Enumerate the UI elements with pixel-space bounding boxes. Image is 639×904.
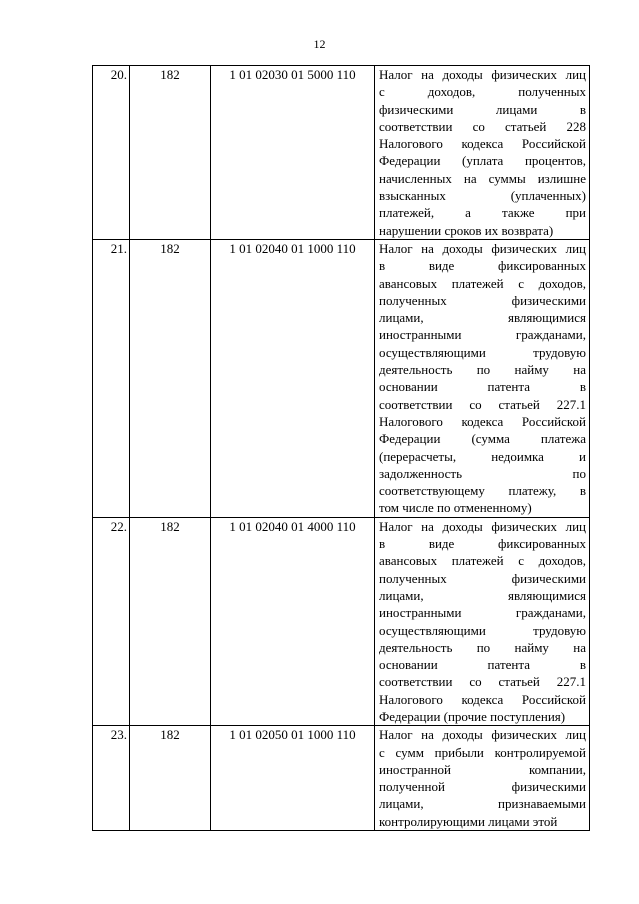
description-line: полученных физическими — [379, 292, 586, 308]
description-line: с сумм прибыли контролируемой — [379, 744, 586, 760]
description-line: иностранными гражданами, — [379, 327, 586, 343]
row-number-cell: 23. — [93, 726, 130, 831]
admin-code-cell: 182 — [130, 517, 211, 726]
table-body — [93, 66, 590, 831]
description-line: Федерации (уплата процентов, — [379, 153, 586, 169]
kbk-code-cell: 1 01 02030 01 5000 110 — [211, 66, 375, 240]
description-line: Налог на доходы физических лиц — [379, 727, 586, 743]
description-line: соответствии со статьей 227.1 — [379, 396, 586, 412]
description-cell — [375, 66, 590, 240]
table-row — [93, 726, 590, 831]
description-line: основании патента в — [379, 379, 586, 395]
description-line: иностранной компании, — [379, 761, 586, 777]
description-line: с доходов, полученных — [379, 84, 586, 100]
kbk-code-cell: 1 01 02050 01 1000 110 — [211, 726, 375, 831]
description-line: осуществляющими трудовую — [379, 344, 586, 360]
description-line: соответствии со статьей 228 — [379, 118, 586, 134]
description-line: контролирующими лицами этой — [379, 813, 558, 829]
description-line: Федерации (сумма платежа — [379, 431, 586, 447]
admin-code-cell: 182 — [130, 66, 211, 240]
description-line: авансовых платежей с доходов, — [379, 553, 586, 569]
row-number-cell: 22. — [93, 517, 130, 726]
description-line: полученных физическими — [379, 570, 586, 586]
description-line: лицами, признаваемыми — [379, 796, 586, 812]
description-line: Налог на доходы физических лиц — [379, 240, 586, 256]
description-line: задолженность по — [379, 465, 586, 481]
admin-code-cell: 182 — [130, 726, 211, 831]
description-line: Федерации (прочие поступления) — [379, 708, 566, 724]
revenue-codes-table — [92, 65, 590, 831]
description-line: Налог на доходы физических лиц — [379, 518, 586, 534]
description-line: Налогового кодекса Российской — [379, 691, 586, 707]
description-line: соответствующему платежу, в — [379, 483, 586, 499]
page-number: 12 — [313, 37, 326, 51]
description-line: начисленных на суммы излишне — [379, 170, 586, 186]
description-line: осуществляющими трудовую — [379, 622, 586, 638]
row-number-cell: 21. — [93, 239, 130, 517]
description-line: иностранными гражданами, — [379, 605, 586, 621]
description-line: Налогового кодекса Российской — [379, 136, 586, 152]
row-number-cell: 20. — [93, 66, 130, 240]
description-line: том числе по отмененному) — [379, 500, 532, 516]
description-line: соответствии со статьей 227.1 — [379, 674, 586, 690]
table-row — [93, 239, 590, 517]
description-line: основании патента в — [379, 657, 586, 673]
admin-code-cell: 182 — [130, 239, 211, 517]
description-line: в виде фиксированных — [379, 258, 586, 274]
description-line: лицами, являющимися — [379, 587, 586, 603]
table-row — [93, 66, 590, 240]
description-line: (перерасчеты, недоимка и — [379, 448, 586, 464]
description-line: нарушении сроков их возврата) — [379, 222, 554, 238]
description-cell — [375, 726, 590, 831]
kbk-code-cell: 1 01 02040 01 1000 110 — [211, 239, 375, 517]
description-line: деятельность по найму на — [379, 362, 586, 378]
description-line: Налог на доходы физических лиц — [379, 67, 586, 82]
description-line: авансовых платежей с доходов, — [379, 275, 586, 291]
description-line: лицами, являющимися — [379, 310, 586, 326]
description-line: полученной физическими — [379, 779, 586, 795]
description-line: деятельность по найму на — [379, 639, 586, 655]
description-line: Налогового кодекса Российской — [379, 413, 586, 429]
description-cell — [375, 239, 590, 517]
table-row — [93, 517, 590, 726]
description-line: в виде фиксированных — [379, 536, 586, 552]
description-line: физическими лицами в — [379, 101, 586, 117]
kbk-code-cell: 1 01 02040 01 4000 110 — [211, 517, 375, 726]
description-cell — [375, 517, 590, 726]
description-line: взысканных (уплаченных) — [379, 188, 586, 204]
description-line: платежей, а также при — [379, 205, 586, 221]
